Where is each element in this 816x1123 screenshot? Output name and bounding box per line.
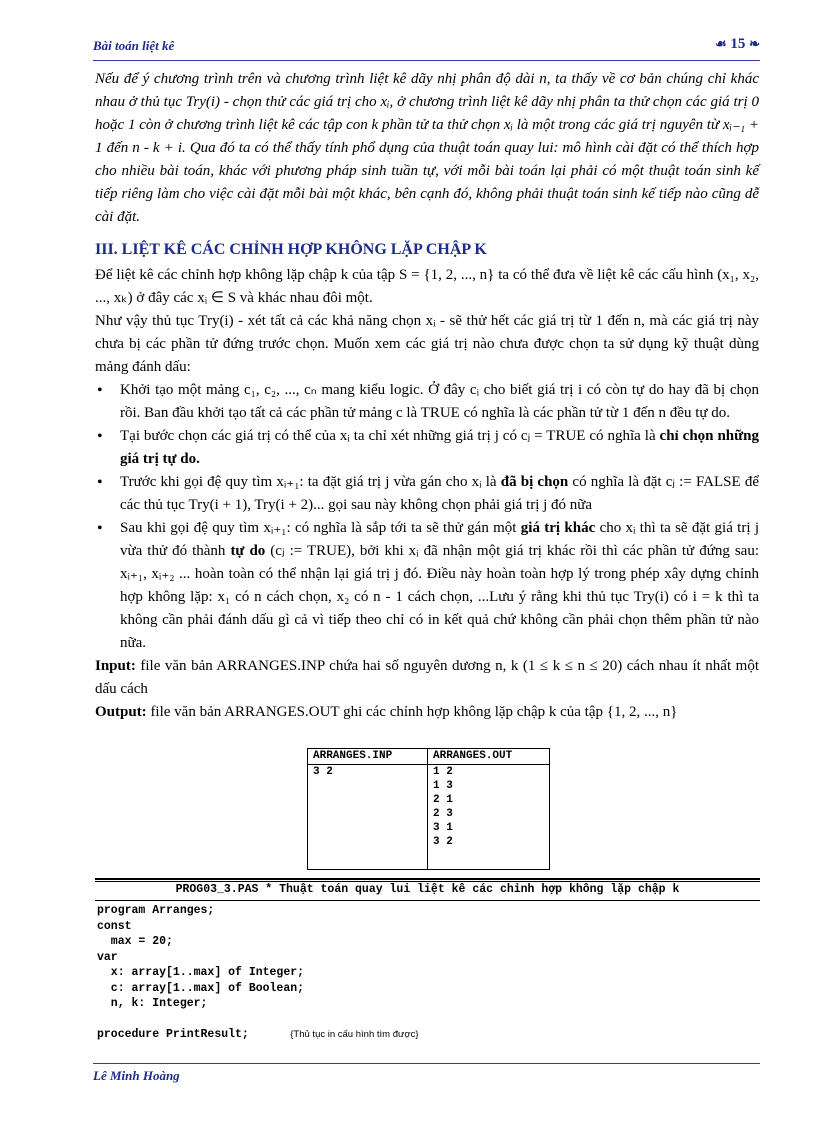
page-header <box>93 38 760 58</box>
table-cell-output <box>428 765 550 870</box>
code-line: max = 20; <box>97 935 173 948</box>
bullet-item-4 <box>95 517 759 655</box>
bullet-1-text: Khởi tạo một mảng c₁, c₂, ..., cₙ mang kiểu logic. Ở đây cᵢ cho biết giá trị i có còn tự do hay đã bị chọn rồi. Ban đầu khởi tạo tất cả các phần tử mảng c là TRUE có nghĩa là các phần tử từ 1 đến n đều tự do. <box>120 382 759 421</box>
code-line: var <box>97 950 118 964</box>
input-line: 3 2 <box>313 766 333 778</box>
table-header-input: ARRANGES.INP <box>308 749 428 765</box>
input-text: file văn bản ARRANGES.INP chứa hai số nguyên dương n, k (1 ≤ k ≤ n ≤ 20) cách nhau ít nhất một dấu cách <box>95 658 759 697</box>
output-line: 2 1 <box>433 794 453 806</box>
output-line: 1 3 <box>433 780 453 792</box>
table-header-output: ARRANGES.OUT <box>428 749 550 765</box>
output-text: file văn bản ARRANGES.OUT ghi các chỉnh hợp không lặp chập k của tập {1, 2, ..., n} <box>146 704 678 720</box>
code-rule-title <box>95 900 760 901</box>
bullet-2-bold: chỉ chọn những giá trị tự do. <box>120 428 759 467</box>
bullet-3-bold: đã bị chọn <box>500 474 569 490</box>
bullet-4-text-c: (cⱼ := TRUE), bởi khi xᵢ đã nhận một giá trị khác rồi thì các phần tử đứng sau: xᵢ₊₁, xᵢ₊₂ ... hoàn toàn có thể nhận lại giá trị j đó. Điều này hoàn toàn hợp lý trong phép xây dựng chỉnh hợp không lặp: x₁ có n cách chọn, x₂ có n - 1 cách chọn, ...Lưu ý rằng khi thủ tục Try(i) có i = k thì ta không cần phải đánh dấu gì cả vì tiếp theo chỉ có in kết quả chứ không cần phải chọn thêm phần tử nào nữa. <box>120 543 759 651</box>
output-line: 3 1 <box>433 822 453 834</box>
bullet-3-text-b: có nghĩa là đặt cⱼ := FALSE để các thủ tục Try(i + 1), Try(i + 2)... gọi sau này không chọn phải giá trị j đó nữa <box>120 474 759 513</box>
bullet-item-1 <box>95 379 759 425</box>
bullet-2-text: Tại bước chọn các giá trị có thể của xᵢ ta chỉ xét những giá trị j có cⱼ = TRUE có nghĩa là <box>120 428 660 444</box>
output-spec <box>95 701 759 724</box>
footer-author: Lê Minh Hoàng <box>93 1068 180 1083</box>
example-table <box>307 748 550 870</box>
page-number <box>715 36 760 53</box>
code-line: program Arranges; <box>97 904 215 917</box>
output-line: 3 2 <box>433 836 453 848</box>
code-title: PROG03_3.PAS * Thuật toán quay lui liệt kê các chỉnh hợp không lặp chập k <box>175 883 680 896</box>
bullet-3-text-a: Trước khi gọi đệ quy tìm xᵢ₊₁: ta đặt giá trị j vừa gán cho xᵢ là <box>120 474 501 490</box>
header-divider <box>93 60 760 61</box>
code-rule-top-2 <box>95 881 760 882</box>
bullet-item-2 <box>95 425 759 471</box>
output-line: 2 3 <box>433 808 453 820</box>
ornament-right-icon: ❧ <box>749 36 760 51</box>
code-listing <box>97 903 419 1043</box>
section-heading: III. LIỆT KÊ CÁC CHỈNH HỢP KHÔNG LẶP CHẬP K <box>95 241 487 258</box>
footer-divider <box>93 1063 760 1064</box>
paragraph-2: Như vậy thủ tục Try(i) - xét tất cả các khả năng chọn xᵢ - sẽ thử hết các giá trị từ 1 đến n, mà các giá trị này chưa bị các phần tử đứng trước chọn. Muốn xem các giá trị nào chưa được chọn ta sử dụng kỹ thuật dùng mảng đánh dấu: <box>95 313 759 375</box>
bullet-4-bold-2: tự do <box>230 543 266 559</box>
bullet-4-text-a: Sau khi gọi đệ quy tìm xᵢ₊₁: có nghĩa là sắp tới ta sẽ thử gán một <box>120 520 521 536</box>
code-line: const <box>97 919 132 933</box>
output-line: 1 2 <box>433 766 453 778</box>
bullet-list <box>95 379 759 655</box>
bullet-item-3 <box>95 471 759 517</box>
page-body <box>95 68 759 724</box>
page-number-value: 15 <box>730 36 746 52</box>
intro-paragraph: Nếu để ý chương trình trên và chương trình liệt kê dãy nhị phân độ dài n, ta thấy về cơ bản chúng chỉ khác nhau ở thủ tục Try(i) - chọn thử các giá trị cho xᵢ, ở chương trình liệt kê dãy nhị phân ta thử chọn các giá trị 0 hoặc 1 còn ở chương trình liệt kê các tập con k phần tử ta thử chọn xᵢ là một trong các giá trị nguyên từ xᵢ₋₁ + 1 đến n - k + i. Qua đó ta có thể thấy tính phổ dụng của thuật toán quay lui: mô hình cài đặt có thể thích hợp cho nhiều bài toán, khác với phương pháp sinh tuần tự, với mỗi bài toán lại phải có một thuật toán sinh kế tiếp riêng làm cho việc cài đặt mỗi bài một khác, bên cạnh đó, không phải thuật toán sinh kế tiếp nào cũng dễ cài đặt. <box>95 71 759 225</box>
ornament-left-icon: ☙ <box>714 36 727 51</box>
code-line: procedure PrintResult; <box>97 1028 249 1041</box>
bullet-4-text-b: cho xᵢ thì ta sẽ đặt giá trị j vừa thử đó thành <box>120 520 759 559</box>
code-comment: {Thủ tục in cấu hình tìm được} <box>290 1029 419 1040</box>
output-label: Output: <box>95 704 147 720</box>
bullet-4-bold-1: giá trị khác <box>520 520 596 536</box>
header-title: Bài toán liệt kê <box>93 38 175 53</box>
code-line: c: array[1..max] of Boolean; <box>97 981 305 995</box>
code-line: n, k: Integer; <box>97 997 208 1010</box>
table-cell-input <box>308 765 428 870</box>
code-rule-top <box>95 878 760 880</box>
input-spec <box>95 655 759 701</box>
code-line: x: array[1..max] of Integer; <box>97 966 305 979</box>
input-label: Input: <box>95 658 136 674</box>
paragraph-1: Để liệt kê các chỉnh hợp không lặp chập k của tập S = {1, 2, ..., n} ta có thể đưa về liệt kê các cấu hình (x₁, x₂, ..., xₖ) ở đây các xᵢ ∈ S và khác nhau đôi một. <box>95 267 759 306</box>
